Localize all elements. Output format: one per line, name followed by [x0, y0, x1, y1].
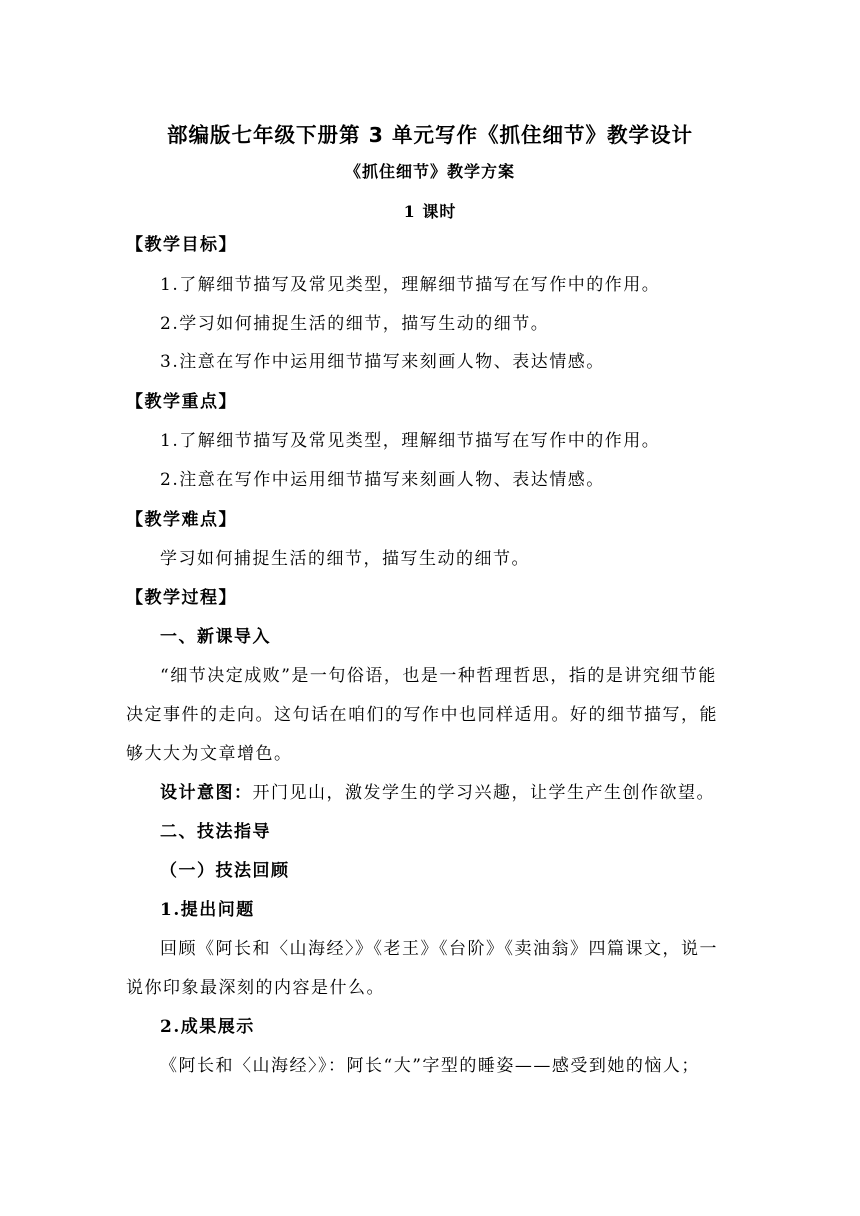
paragraph-line: 够大大为文章增色。: [126, 744, 293, 764]
key-point-item: 1.了解细节描写及常见类型，理解细节描写在写作中的作用。: [160, 431, 661, 451]
paragraph-line: 说你印象最深刻的内容是什么。: [126, 978, 385, 998]
key-point-item: 2.注意在写作中运用细节描写来刻画人物、表达情感。: [160, 470, 605, 490]
item2-heading: 2.成果展示: [160, 1017, 255, 1037]
objective-item: 2.学习如何捕捉生活的细节，描写生动的细节。: [160, 314, 550, 334]
design-intent-text: 开门见山，激发学生的学习兴趣，让学生产生创作欲望。: [252, 783, 715, 803]
paragraph-line: “细节决定成败”是一句俗语，也是一种哲理哲思，指的是讲究细节能: [160, 666, 717, 686]
paragraph-line: 《阿长和〈山海经〉》：阿长“大”字型的睡姿——感受到她的恼人；: [160, 1056, 700, 1076]
difficulty-heading: 【教学难点】: [126, 510, 237, 530]
part1-heading: 一、新课导入: [160, 627, 271, 647]
design-intent: [160, 782, 715, 804]
key-points-heading: 【教学重点】: [126, 392, 237, 412]
design-intent-label: 设计意图：: [160, 783, 253, 803]
lesson-duration: 1 课时: [403, 202, 457, 221]
objective-item: 3.注意在写作中运用细节描写来刻画人物、表达情感。: [160, 352, 605, 372]
part2-heading: 二、技法指导: [160, 822, 271, 842]
item1-heading: 1.提出问题: [160, 900, 255, 920]
sub1-heading: （一）技法回顾: [160, 861, 290, 881]
paragraph-line: 回顾《阿长和〈山海经〉》《老王》《台阶》《卖油翁》四篇课文，说一: [160, 939, 718, 959]
difficulty-text: 学习如何捕捉生活的细节，描写生动的细节。: [160, 549, 530, 569]
document-subtitle: 《抓住细节》教学方案: [344, 162, 515, 181]
objectives-heading: 【教学目标】: [126, 235, 237, 255]
process-heading: 【教学过程】: [126, 588, 237, 608]
objective-item: 1.了解细节描写及常见类型，理解细节描写在写作中的作用。: [160, 275, 661, 295]
document-title: 部编版七年级下册第 3 单元写作《抓住细节》教学设计: [166, 123, 694, 147]
paragraph-line: 决定事件的走向。这句话在咱们的写作中也同样适用。好的细节描写，能: [126, 705, 718, 725]
